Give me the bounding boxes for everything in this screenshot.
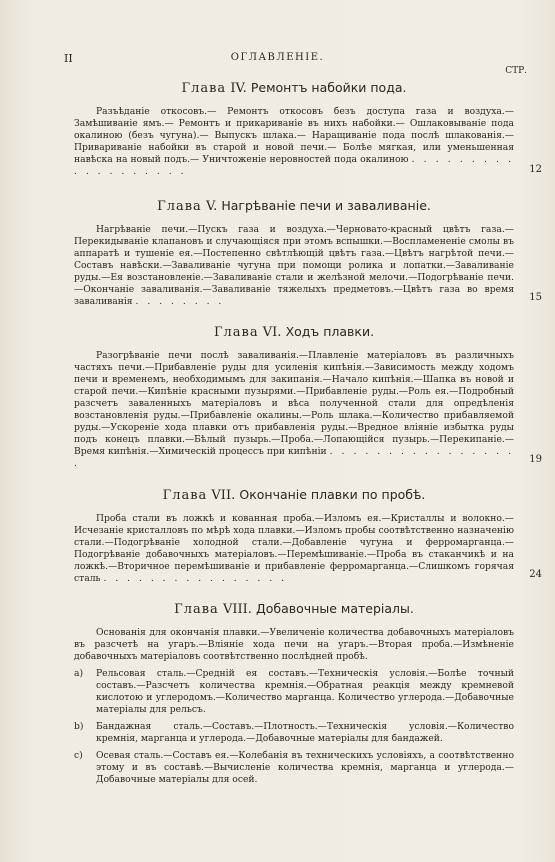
page-ref: 24: [529, 569, 542, 580]
chapter-title: Глава V. Нагрѣваніе печи и заваливаніе.: [157, 198, 431, 214]
chapter-summary: Проба стали въ ложкѣ и кованная проба.—Изломъ ея.—Кристаллы и волокно.—Исчезаніе кристалловъ по мѣрѣ хода плавки.—Изломъ пробы соотвѣтственно назначенію стали.—Подогрѣваніе холодной стали.—Добавленіе чугуна и ферромарганца.—Подогрѣваніе добавочныхъ матеріаловъ.—Перемѣшиваніе.—Проба въ стаканчикѣ и на ложкѣ.—Вторичное перемѣшиваніе и прибавленіе ферромарганца.—Слишкомъ горячая сталь . . . . . . . . . . . . . . . .: [74, 513, 514, 584]
page-ref: 12: [529, 164, 542, 175]
chapter-summary: Нагрѣваніе печи.—Пускъ газа и воздуха.—Черновато-красный цвѣтъ газа.— Перекидываніе клапановъ и случающіяся при этомъ вспышки.—Воспламененіе смолы въ аппаратѣ и тушеніе ея.—Постепенно свѣтлѣющій цвѣтъ газа.—Цвѣтъ нагрѣтой печи.—Составъ навѣски.—Заваливаніе чугуна при помощи ролика и лопатки.—Заваливаніе руды.—Ея возстановленіе.—Заваливаніе стали и желѣзной мелочи.—Подогрѣваніе печи.—Окончаніе заваливанія.—Заваливаніе тяжелыхъ предметовъ.—Цвѣтъ газа во время заваливанія . . . . . . . .: [74, 224, 514, 307]
page-header: [0, 52, 555, 76]
chapter-name: Добавочные матеріалы.: [256, 601, 414, 616]
list-item-text: Рельсовая сталь.—Средній ея составъ.—Техническія условія.—Болѣе точный составъ.—Разсчетъ количества кремнія.—Обратная реакція между кремневой кислотою и углеродомъ.—Количество марганца. Количество углерода.—Добавочные матеріалы для рельсъ.: [96, 668, 514, 715]
chapter-summary: Разогрѣваніе печи послѣ заваливанія.—Плавленіе матеріаловъ въ различныхъ частяхъ печи.—Прибавленіе руды для усиленія кипѣнія.—Зависимость между ходомъ печи и временемъ, необходимымъ для закипанія.—Начало кипѣнія.—Шапка въ новой и старой печи.—Кипѣніе красными пузырями.—Прибавленіе руды.—Роль ея.—Подробный разсчетъ заваленныхъ матеріаловъ и вѣса полученной стали для опредѣленія возстановленія руды.—Прибавленіе окалины.—Роль шлака.—Количество прибавляемой руды.—Ускореніе хода плавки отъ прибавленія руды.—Вредное вліяніе избытка руды подъ конецъ плавки.—Бѣлый пузырь.—Проба.—Лопающійся пузырь.—Перекипаніе.—Время кипѣнія.—Химическій процессъ при кипѣніи . . . . . . . . . . . . . . . . .: [74, 350, 514, 469]
chapter-title: Глава VIII. Добавочные матеріалы.: [174, 601, 414, 617]
list-item-label: c): [74, 750, 83, 761]
page-ref: 19: [529, 454, 542, 465]
chapter-name: Ходъ плавки.: [285, 324, 375, 339]
chapter-summary: Основанія для окончанія плавки.—Увеличеніе количества добавочныхъ матеріаловъ въ разсчетѣ на угаръ.—Вліяніе хода печи на угаръ.—Вторая проба.—Измѣненіе добавочныхъ матеріаловъ соотвѣтственно послѣдней пробѣ.: [74, 627, 514, 662]
list-item-text: Осевая сталь.—Составъ ея.—Колебанія въ техническихъ условіяхъ, а соотвѣтственно этому и въ составѣ.—Вычисленіе количества кремнія, марганца и углерода.—Добавочные матеріалы для осей.: [96, 750, 514, 785]
chapter-4: [74, 80, 542, 178]
list-item: [74, 668, 514, 716]
chapter-name: Ремонтъ набойки пода.: [250, 80, 407, 95]
list-item-text: Бандажная сталь.—Составъ.—Плотность.—Техническія условія.—Количество кремнія, марганца и углерода.—Добавочные матеріалы для бандажей.: [96, 721, 514, 744]
chapter-8: [74, 601, 514, 786]
chapter-title: Глава VI. Ходъ плавки.: [213, 324, 375, 340]
list-item: [74, 750, 514, 786]
list-item-label: b): [74, 721, 84, 732]
page-number: II: [64, 52, 73, 65]
list-item: [74, 721, 514, 745]
chapter-title: Глава VII. Окончаніе плавки по пробѣ.: [162, 487, 426, 503]
list-item-label: a): [74, 668, 84, 679]
chapter-title: Глава IV. Ремонтъ набойки пода.: [181, 80, 407, 96]
chapter-7: [74, 487, 542, 585]
chapter-name: Нагрѣваніе печи и заваливаніе.: [221, 198, 431, 213]
chapter-6: [74, 324, 542, 470]
chapter-5: [74, 198, 542, 308]
page-ref: 15: [529, 292, 542, 303]
running-title: ОГЛАВЛЕНІЕ.: [230, 52, 325, 63]
chapter-name: Окончаніе плавки по пробѣ.: [239, 487, 426, 502]
page-column-label: СТР.: [505, 66, 527, 76]
chapter-summary: Разъѣданіе откосовъ.— Ремонтъ откосовъ безъ доступа газа и воздуха.— Замѣшиваніе ямъ.— Ремонтъ и прикариваніе въ нихъ набойки.— Ошлаковываніе пода окалиною (безъ чугуна).— Выпускъ шлака.— Наращиваніе пода послѣ шлакованія.— Привариваніе набойки въ старой и новой печи.— Болѣе мягкая, или уменьшенная навѣска на новый подъ.— Уничтоженіе неровностей пода окалиною . . . . . . . . . . . . . . . . . . .: [74, 106, 514, 177]
